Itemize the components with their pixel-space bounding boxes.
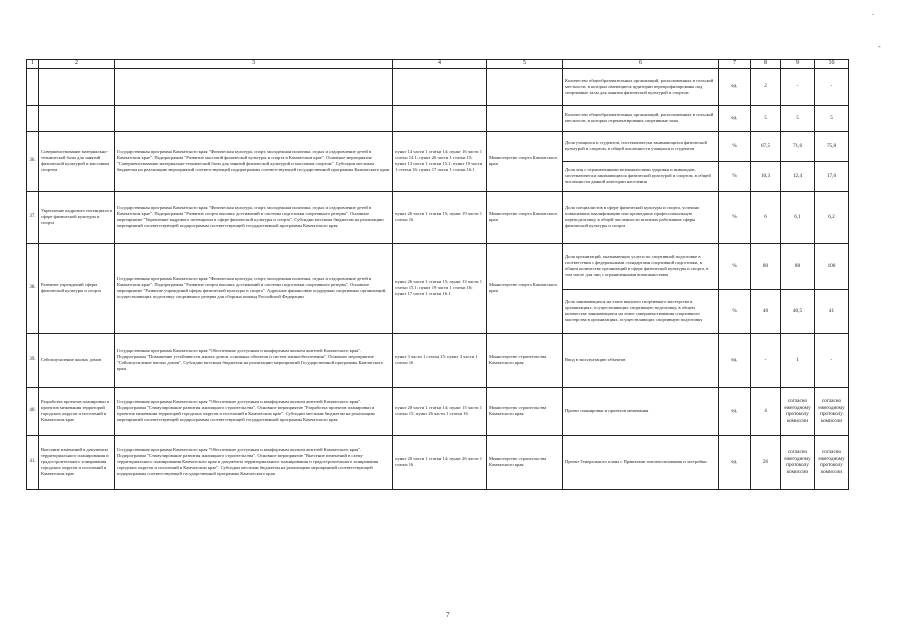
- administrator: Министерство спорта Камчатского края: [487, 131, 563, 191]
- row-number: 41.: [27, 435, 39, 489]
- law-reference: пункт 26 части 1 статьи 15; пункт 13 части 1 статьи 15.1; пункт 19 части 1 статьи 16; пункт 17 части 1 статьи 16.1: [393, 243, 487, 333]
- unit-cell: %: [719, 161, 751, 191]
- header-cell: 4: [393, 60, 487, 69]
- row-number: 37.: [27, 191, 39, 243]
- value-cell: -: [781, 68, 815, 105]
- law-reference: пункт 14 части 1 статьи 14; пункт 16 части 1 статьи 14.1; пункт 26 части 1 статьи 15; пункт 13 части 1 статьи 15.1; пункт 19 части 1 статьи 16; пункт 17 части 1 статьи 16.1: [393, 131, 487, 191]
- empty-cell: [27, 105, 39, 131]
- row-number: 39.: [27, 333, 39, 387]
- program-text: Государственная программа Камчатского края "Физическая культура, спорт, молодежная политика, отдых и оздоровление детей в Камчатском крае". Подпрограмма "Развитие массовой физической культуры и спорта в Камчатском крае". Основное мероприятие "Совершенствование материально-технической базы для занятий физической культурой и массовым спортом". Субсидии местным бюджетам на реализацию мероприятий соответствующей подпрограммы соответствующей государственной программы Камчатского края: [115, 131, 393, 191]
- table-row: [27, 131, 849, 161]
- table-body: [27, 60, 849, 490]
- header-cell: 7: [719, 60, 751, 69]
- value-cell: 4: [751, 387, 781, 435]
- value-cell: 6,2: [815, 191, 849, 243]
- measure-name: Совершенствование материально-технической базы для занятий физической культурой и массовым спортом: [39, 131, 115, 191]
- indicator-cell: Проект планировки и проектов межевания: [563, 387, 719, 435]
- indicator-cell: Доля лиц с ограниченными возможностями здоровья и инвалидов, систематически занимающихся физической культурой и спортом, в общей численности данной категории населения: [563, 161, 719, 191]
- administrator: Министерство спорта Камчатского края: [487, 191, 563, 243]
- value-cell: 41: [815, 289, 849, 333]
- indicator-cell: Проект Генерального плана с Правилами землепользования и застройки: [563, 435, 719, 489]
- corner-mark: -: [878, 42, 881, 51]
- value-cell: 6: [751, 191, 781, 243]
- table-row: [27, 105, 849, 131]
- header-cell: 6: [563, 60, 719, 69]
- empty-cell: [27, 68, 39, 105]
- value-cell: -: [751, 333, 781, 387]
- law-reference: пункт 20 части 1 статьи 14; пункт 15 части 1 статьи 15; пункт 26 части 1 статьи 16: [393, 387, 487, 435]
- table-row: [27, 387, 849, 435]
- administrator: Министерство строительства Камчатского края: [487, 435, 563, 489]
- table-row: [27, 333, 849, 387]
- unit-cell: ед.: [719, 105, 751, 131]
- unit-cell: ед.: [719, 333, 751, 387]
- value-cell: 67,5: [751, 131, 781, 161]
- header-cell: 1: [27, 60, 39, 69]
- law-reference: пункт 3 части 1 статьи 15; пункт 3 части 1 статьи 16: [393, 333, 487, 387]
- law-reference: пункт 20 части 1 статьи 14; пункт 26 части 1 статьи 16: [393, 435, 487, 489]
- measure-name: Внесение изменений в документы территориального планирования и градостроительного зонирования городских округов и поселений в Камчатском крае: [39, 435, 115, 489]
- unit-cell: ед.: [719, 435, 751, 489]
- value-cell: 40: [751, 289, 781, 333]
- program-text: Государственная программа Камчатского края "Обеспечение доступным и комфортным жильем жителей Камчатского края". Подпрограмма "Стимулирование развития жилищного строительства". Основное мероприятие "Разработка проектов планировки и проектов межевания территорий городских округов и поселений в Камчатском крае". Субсидии местным бюджетам на реализацию мероприятий соответствующей подпрограммы соответствующей государственной программы Камчатского края: [115, 387, 393, 435]
- value-cell: -: [815, 333, 849, 387]
- header-cell: 10: [815, 60, 849, 69]
- header-cell: 8: [751, 60, 781, 69]
- empty-cell: [487, 105, 563, 131]
- header-row: [27, 60, 849, 69]
- indicator-cell: Доля учащихся и студентов, систематически занимающихся физической культурой и спортом, в общей численности учащихся и студентов: [563, 131, 719, 161]
- law-reference: пункт 26 части 1 статьи 15; пункт 19 части 1 статьи 16: [393, 191, 487, 243]
- unit-cell: %: [719, 289, 751, 333]
- empty-cell: [393, 105, 487, 131]
- unit-cell: ед.: [719, 68, 751, 105]
- indicator-cell: Доля организаций, оказывающих услуги по спортивной подготовке в соответствии с федеральными стандартами спортивной подготовки, в общем количестве организаций в сфере физической культуры и спорта, в том числе для лиц с ограниченными возможностями: [563, 243, 719, 289]
- value-cell: 100: [815, 243, 849, 289]
- value-cell: 26: [751, 435, 781, 489]
- value-cell: 5: [781, 105, 815, 131]
- empty-cell: [39, 68, 115, 105]
- empty-cell: [393, 68, 487, 105]
- value-cell: 88: [781, 243, 815, 289]
- header-cell: 5: [487, 60, 563, 69]
- value-cell: согласно ежегодному протоколу комиссии: [781, 435, 815, 489]
- value-cell: 1: [781, 333, 815, 387]
- indicator-cell: Количество общеобразовательных организаций, расположенных в сельской местности, в которых имеющиеся аудитории перепрофилированы под спортивные залы для занятия физической культурой и спортом: [563, 68, 719, 105]
- value-cell: 6,1: [781, 191, 815, 243]
- value-cell: 12,4: [781, 161, 815, 191]
- indicator-cell: Доля занимающихся на этапе высшего спортивного мастерства в организациях, осуществляющих спортивную подготовку, в общем количестве занимающихся на этапе совершенствования спортивного мастерства в организациях, осуществляющих спортивную подготовку: [563, 289, 719, 333]
- administrator: Министерство спорта Камчатского края: [487, 243, 563, 333]
- header-cell: 3: [115, 60, 393, 69]
- table-row: [27, 191, 849, 243]
- value-cell: согласно ежегодному протоколу комиссии: [815, 387, 849, 435]
- value-cell: согласно ежегодному протоколу комиссии: [781, 387, 815, 435]
- measure-name: Укрепление кадрового потенциала в сфере физической культуры и спорта: [39, 191, 115, 243]
- page-number: 7: [446, 611, 450, 619]
- value-cell: 71,6: [781, 131, 815, 161]
- measure-name: Разработка проектов планировки и проектов межевания территорий городских округов и поселений в Камчатском крае: [39, 387, 115, 435]
- document-table: [26, 59, 849, 490]
- program-text: Государственная программа Камчатского края "Физическая культура, спорт, молодежная политика, отдых и оздоровление детей в Камчатском крае". Подпрограмма "Развитие спорта высших достижений и системы подготовки спортивного резерва". Основное мероприятие "Развитие учреждений сферы физической культуры и спорта". Адресные финансовые поддержки спортивных организаций, осуществляющих подготовку спортивного резерва для сборных команд Российской Федерации: [115, 243, 393, 333]
- unit-cell: %: [719, 131, 751, 161]
- header-cell: 9: [781, 60, 815, 69]
- value-cell: 40,5: [781, 289, 815, 333]
- indicator-cell: Ввод в эксплуатацию объектов: [563, 333, 719, 387]
- administrator: Министерство строительства Камчатского края: [487, 387, 563, 435]
- indicator-cell: Количество общеобразовательных организаций, расположенных в сельской местности, в которых отремонтированы спортивные залы: [563, 105, 719, 131]
- value-cell: 10,3: [751, 161, 781, 191]
- measure-name: Развитие учреждений сферы физической культуры и спорта: [39, 243, 115, 333]
- unit-cell: %: [719, 191, 751, 243]
- value-cell: 75,8: [815, 131, 849, 161]
- value-cell: согласно ежегодному протоколу комиссии: [815, 435, 849, 489]
- value-cell: 17,0: [815, 161, 849, 191]
- value-cell: 2: [751, 68, 781, 105]
- indicator-cell: Доля специалистов в сфере физической культуры и спорта, успешно повысивших квалификацию или прошедших профессиональную переподготовку, в общей численности штатных работников сферы физической культуры и спорта: [563, 191, 719, 243]
- value-cell: -: [815, 68, 849, 105]
- measure-name: Сейсмоусиление жилых домов: [39, 333, 115, 387]
- row-number: 36.: [27, 131, 39, 191]
- program-text: Государственная программа Камчатского края "Обеспечение доступным и комфортным жильем жителей Камчатского края". Подпрограмма "Стимулирование развития жилищного строительства". Основное мероприятие "Внесение изменений в схему территориального планирования Камчатского края и документы территориального планирования и градостроительного зонирования городских округов и поселений в Камчатском крае". Субсидии местным бюджетам на реализацию мероприятий соответствующей подпрограммы соответствующей государственной программы Камчатского края: [115, 435, 393, 489]
- header-cell: 2: [39, 60, 115, 69]
- table-row: [27, 68, 849, 105]
- table-row: [27, 243, 849, 289]
- value-cell: 80: [751, 243, 781, 289]
- row-number: 38.: [27, 243, 39, 333]
- empty-cell: [39, 105, 115, 131]
- corner-mark: .: [872, 8, 874, 17]
- table-row: [27, 435, 849, 489]
- administrator: Министерство строительства Камчатского края: [487, 333, 563, 387]
- value-cell: 5: [815, 105, 849, 131]
- empty-cell: [115, 105, 393, 131]
- row-number: 40.: [27, 387, 39, 435]
- unit-cell: ед.: [719, 387, 751, 435]
- empty-cell: [115, 68, 393, 105]
- program-text: Государственная программа Камчатского края "Обеспечение доступным и комфортным жильем жителей Камчатского края". Подпрограмма "Повышение устойчивости жилых домов, основных объектов и систем жизнеобеспечения". Основное мероприятие "Сейсмоусиление жилых домов". Субсидии местным бюджетам на реализацию мероприятий Государственной программы Камчатского края: [115, 333, 393, 387]
- program-text: Государственная программа Камчатского края "Физическая культура, спорт, молодежная политика, отдых и оздоровление детей в Камчатском крае". Подпрограмма "Развитие спорта высших достижений и системы подготовки спортивного резерва". Основное мероприятие "Укрепление кадрового потенциала в сфере физической культуры и спорта". Субсидии местным бюджетам на реализацию мероприятий соответствующей подпрограммы соответствующей государственной программы Камчатского края: [115, 191, 393, 243]
- value-cell: 5: [751, 105, 781, 131]
- empty-cell: [487, 68, 563, 105]
- unit-cell: %: [719, 243, 751, 289]
